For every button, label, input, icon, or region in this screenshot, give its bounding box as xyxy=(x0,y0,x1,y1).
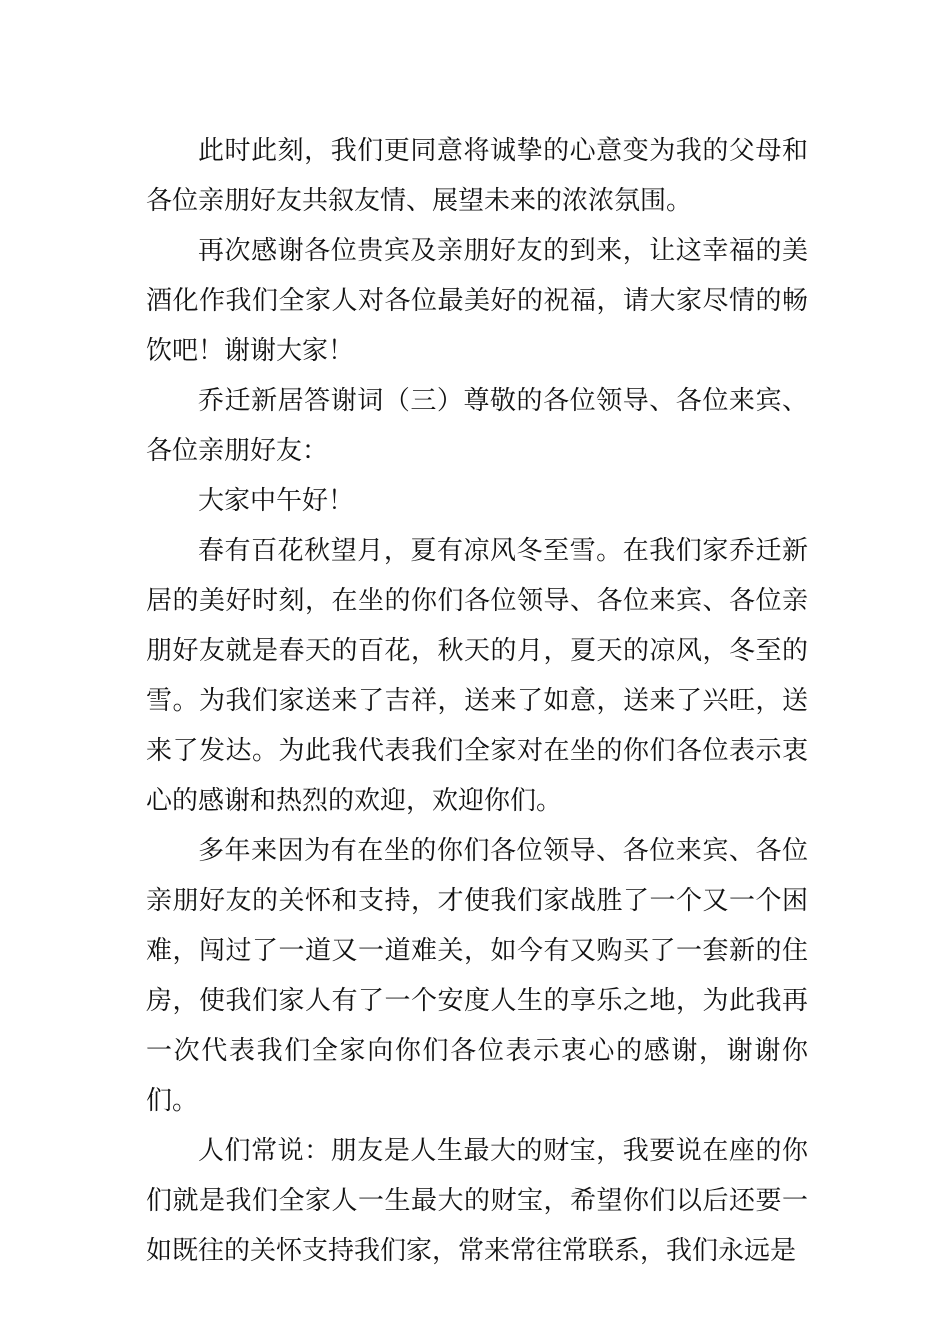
greeting-paragraph: 大家中午好！ xyxy=(198,486,355,516)
paragraph: 人们常说：朋友是人生最大的财宝，我要说在座的你们就是我们全家人一生最大的财宝，希望你们以后还要一如既往的关怀支持我们家，常来常往常联系，我们永远是 xyxy=(146,1136,808,1266)
paragraph: 再次感谢各位贵宾及亲朋好友的到来，让这幸福的美酒化作我们全家人对各位最美好的祝福，请大家尽情的畅饮吧！谢谢大家！ xyxy=(146,236,808,366)
paragraph: 春有百花秋望月，夏有凉风冬至雪。在我们家乔迁新居的美好时刻，在坐的你们各位领导、各位来宾、各位亲朋好友就是春天的百花，秋天的月，夏天的凉风，冬至的雪。为我们家送来了吉祥，送来了如意，送来了兴旺，送来了发达。为此我代表我们全家对在坐的你们各位表示衷心的感谢和热烈的欢迎，欢迎你们。 xyxy=(146,536,808,816)
paragraph: 多年来因为有在坐的你们各位领导、各位来宾、各位亲朋好友的关怀和支持，才使我们家战胜了一个又一个困难，闯过了一道又一道难关，如今有又购买了一套新的住房，使我们家人有了一个安度人生的享乐之地，为此我再一次代表我们全家向你们各位表示衷心的感谢，谢谢你们。 xyxy=(146,836,808,1116)
paragraph-heading-line: 乔迁新居答谢词（三）尊敬的各位领导、各位来宾、各位亲朋好友： xyxy=(146,386,808,466)
document-body xyxy=(146,126,808,1276)
paragraph: 此时此刻，我们更同意将诚挚的心意变为我的父母和各位亲朋好友共叙友情、展望未来的浓浓氛围。 xyxy=(146,136,808,216)
